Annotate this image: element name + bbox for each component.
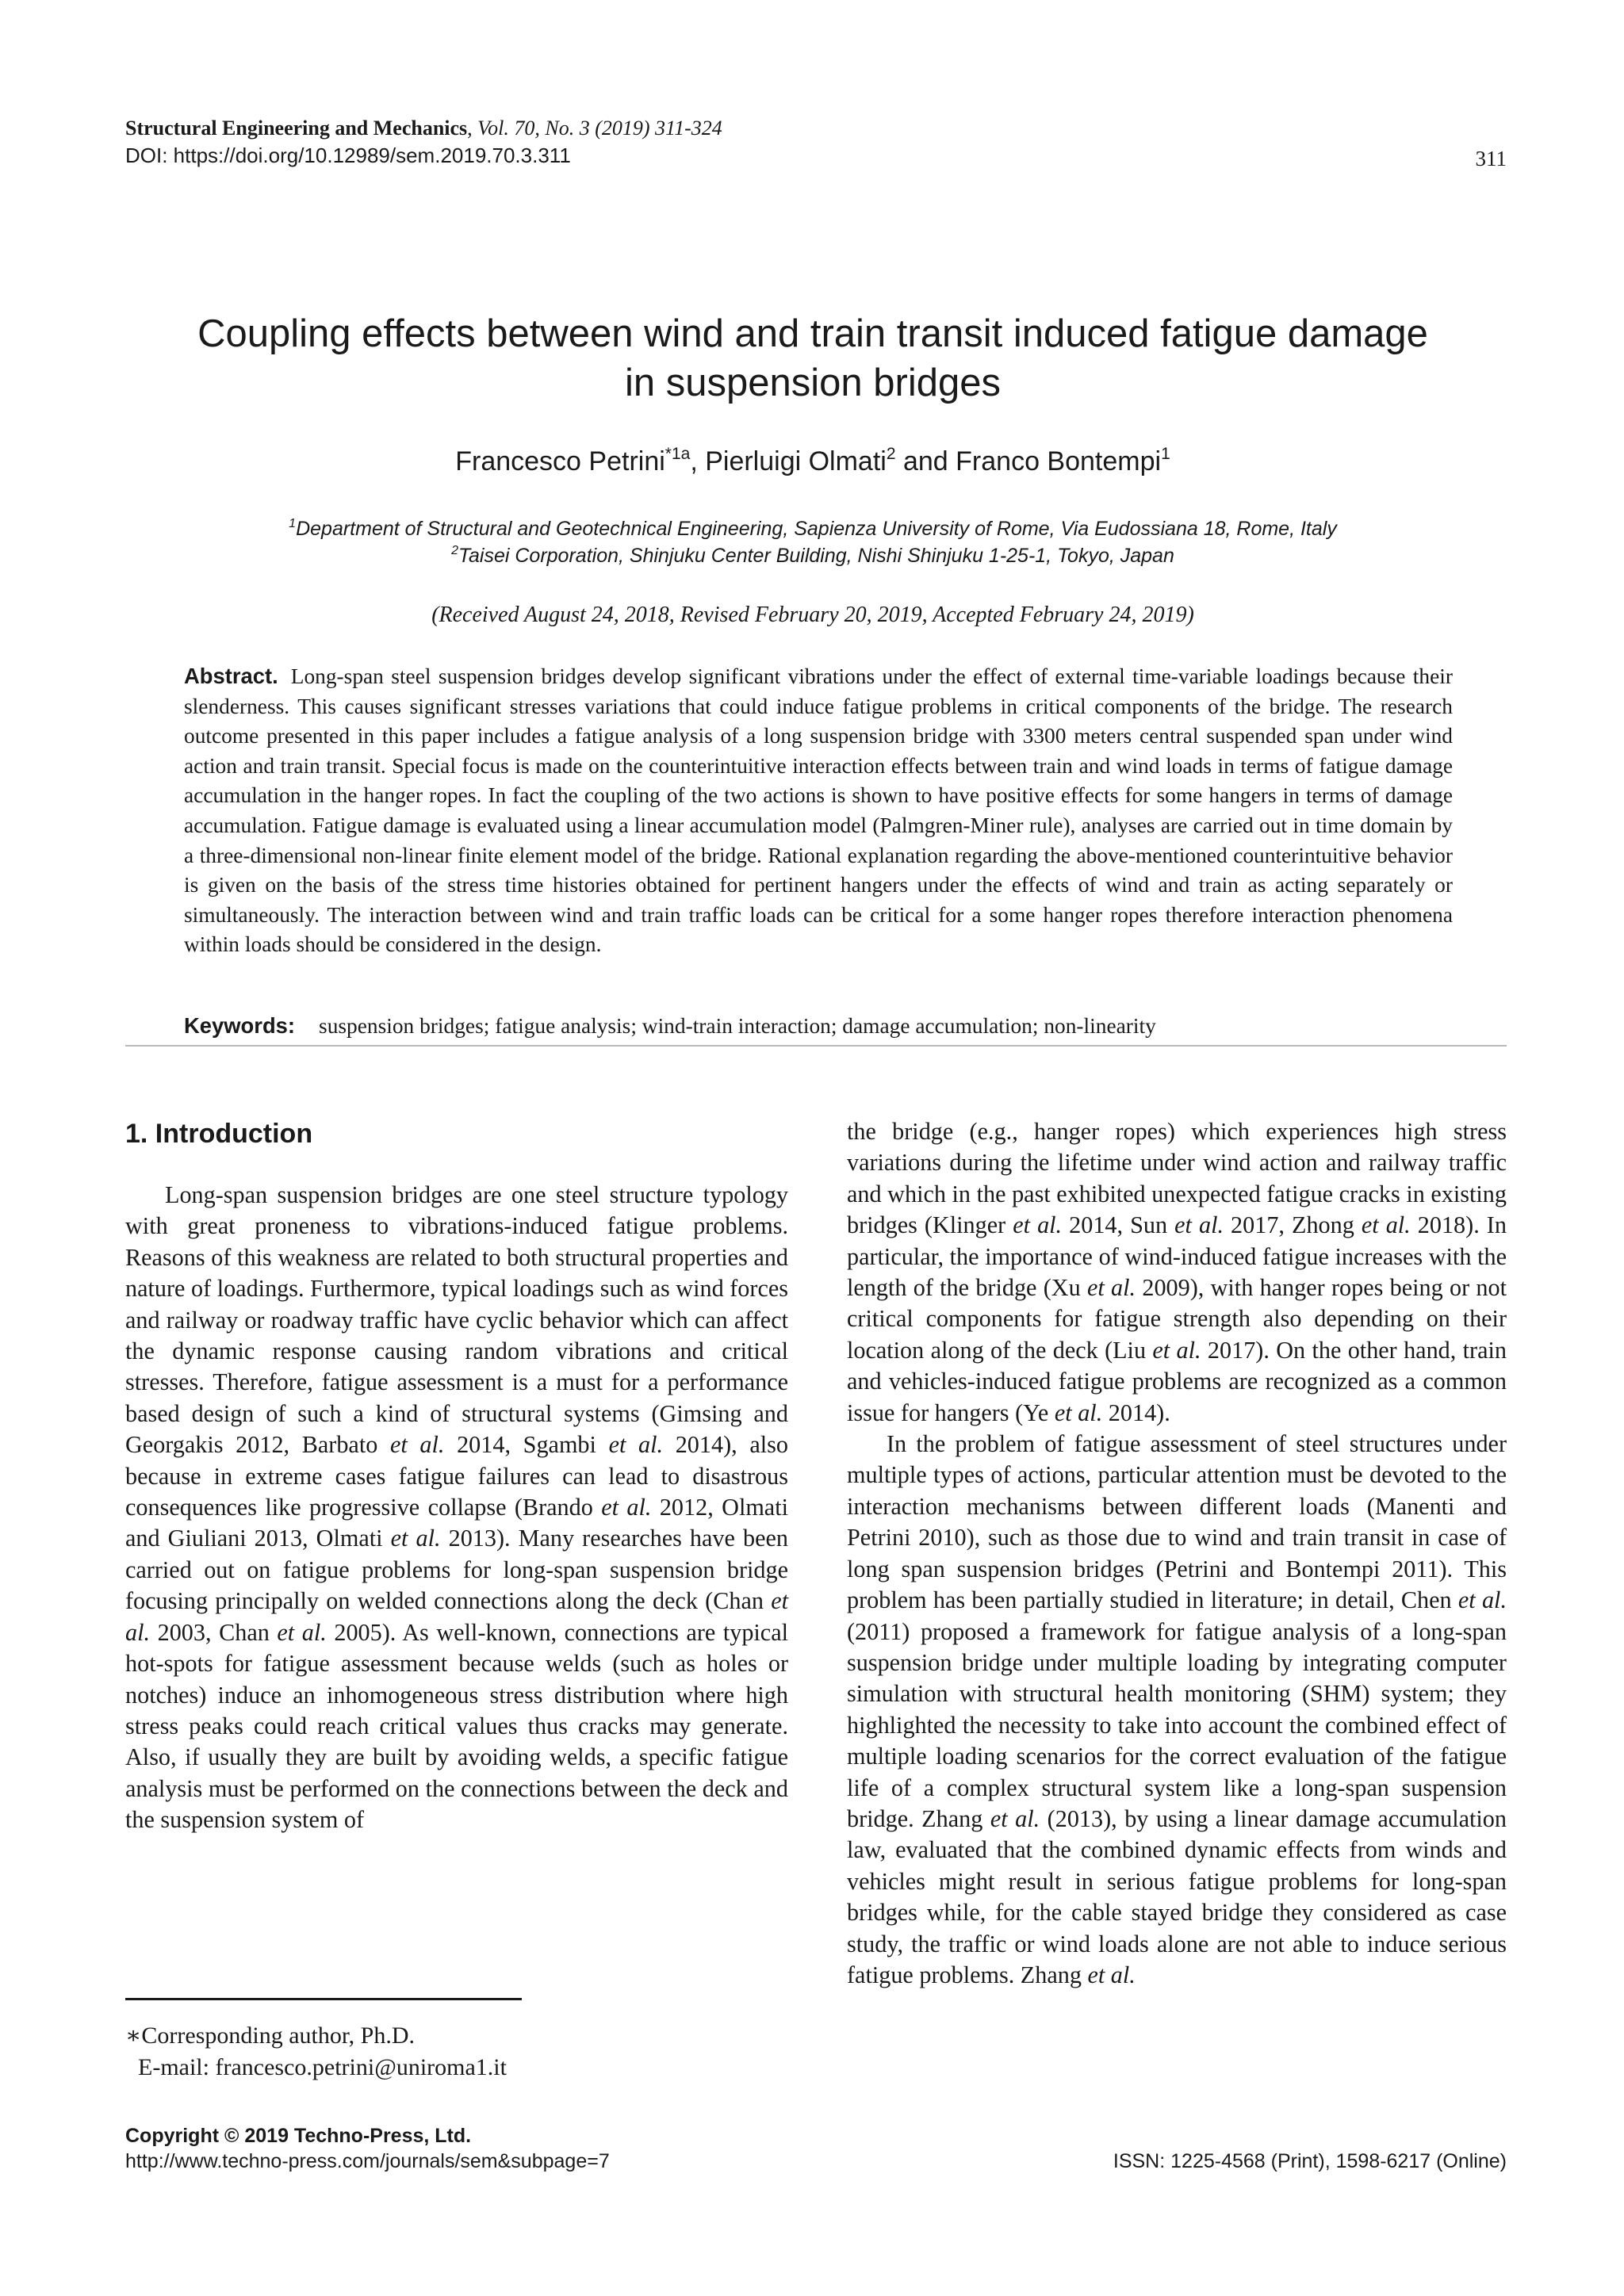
affiliation-2-text: Taisei Corporation, Shinjuku Center Building, Nishi Shinjuku 1-25-1, Tokyo, Japan [458,545,1174,567]
journal-name: Structural Engineering and Mechanics [125,117,468,140]
text-run: 2005). As well-known, connections are typical hot-spots for fatigue assessment because welds (such as holes or notches) induce an inhomogeneous stress distribution where high stress peaks could reach critical values thus cracks may generate. Also, if usually they are built by avoiding welds, a specific fatigue analysis must be performed on the connections between the deck and the suspension system of [125,1618,788,1834]
text-run: In the problem of fatigue assessment of steel structures under multiple types of actions, particular attention must be devoted to the interaction mechanisms between different loads (Manenti and Petrini 2010), such as those due to wind and train transit in case of long span suspension bridges (Petrini and Bontempi 2011). This problem has been partially studied in literature; in detail, Chen [847,1430,1507,1614]
text-run: the bridge (e.g., hanger ropes) which experiences high stress variations during the lifetime under wind action and railway traffic and which in the past exhibited unexpected fatigue cracks in existing bridges (Klinger [847,1118,1507,1239]
text-italic: et al. [1152,1336,1201,1364]
text-run: 2017). On the other hand, train and vehicles-induced fatigue problems are recognized as a common issue for hangers (Ye [847,1336,1507,1426]
journal-volume: Vol. 70, No. 3 (2019) 311-324 [477,117,722,140]
text-run: 2018). In particular, the importance of wind-induced fatigue increases with the length of the bridge (Xu [847,1211,1507,1302]
abstract [184,661,1453,960]
text-italic: et al. [390,1525,441,1552]
text-italic: et al. [1054,1399,1103,1426]
body-column-left [125,1180,788,1836]
abstract-text: Long-span steel suspension bridges develop significant vibrations under the effect of external time-variable loadings because their slenderness. This causes significant stresses variations that could induce fatigue problems in critical components of the bridge. The research outcome presented in this paper includes a fatigue analysis of a long suspension bridge with 3300 meters central suspended span under wind action and train transit. Special focus is made on the counterintuitive interaction effects between train and wind loads in terms of fatigue damage accumulation in the hanger ropes. In fact the coupling of the two actions is shown to have positive effects for some hangers in terms of damage accumulation. Fatigue damage is evaluated using a linear accumulation model (Palmgren-Miner rule), analyses are carried out in time domain by a three-dimensional non-linear finite element model of the bridge. Rational explanation regarding the above-mentioned counterintuitive behavior is given on the basis of the stress time histories obtained for pertinent hangers under the effects of wind and train as acting separately or simultaneously. The interaction between wind and train traffic loads can be critical for a some hanger ropes therefore interaction phenomena within loads should be considered in the design. [184,664,1453,957]
footnote [125,2020,507,2084]
copyright-notice: Copyright © 2019 Techno-Press, Ltd. [125,2125,472,2147]
paper-title-line-2: in suspension bridges [625,362,1001,404]
text-italic: et al. [1457,1586,1507,1614]
footnote-divider [125,1998,522,2000]
paper-title-line-1: Coupling effects between wind and train transit induced fatigue damage [197,312,1428,355]
text-italic: et al. [277,1618,327,1646]
text-run: 2014), also because in extreme cases fatigue failures can lead to disastrous consequences like progressive collapse (Brando [125,1431,788,1521]
author-list [125,444,1500,479]
affiliation-1-text: Department of Structural and Geotechnical Engineering, Sapienza University of Rome, Via Eudossiana 18, Rome, Italy [296,518,1337,540]
text-italic: et al. [601,1494,652,1521]
text-run: (2013), by using a linear damage accumulation law, evaluated that the combined dynamic effects from winds and vehicles might result in serious fatigue problems for long-span bridges while, for the cable stayed bridge they considered as case study, the traffic or wind loads alone are not able to induce serious fatigue problems. Zhang [847,1804,1507,1988]
affiliation-2-mark: 2 [451,544,459,557]
footnote-email[interactable]: E-mail: francesco.petrini@uniroma1.it [138,2054,507,2080]
intro-paragraph-1 [125,1180,788,1836]
text-run: 2013). Many researches have been carried out on fatigue problems for long-span suspension bridge focusing principally on welded connections along the deck (Chan [125,1525,788,1615]
journal-citation [125,116,722,141]
author-3: Franco Bontempi [956,446,1162,476]
journal-comma: , [467,117,478,140]
received-dates: (Received August 24, 2018, Revised February 20, 2019, Accepted February 24, 2019) [431,603,1194,627]
author-1-affiliation-mark: *1a [665,445,691,463]
text-italic: et al. [1174,1211,1224,1239]
text-run: 2012, Olmati and Giuliani 2013, Olmati [125,1494,788,1552]
author-separator-1: , [690,446,706,476]
text-run: (2011) proposed a framework for fatigue analysis of a long-span suspension bridge under multiple loading by integrating computer simulation with structural health monitoring (SHM) system; they highlighted the necessity to take into account the combined effect of multiple loading scenarios for the correct evaluation of the fatigue life of a complex structural system like a long-span suspension bridge. Zhang [847,1617,1507,1832]
section-heading-introduction: 1. Introduction [125,1119,313,1149]
text-run: 2003, Chan [150,1618,278,1646]
footnote-corresponding-author: ∗Corresponding author, Ph.D. [125,2022,415,2049]
text-run: 2014, Sgambi [444,1431,609,1459]
text-italic: et al. [608,1431,664,1459]
author-2: Pierluigi Olmati [705,446,887,476]
abstract-divider [125,1045,1507,1047]
text-italic: et al. [389,1431,445,1459]
abstract-label: Abstract. [184,664,278,688]
body-column-right [847,1116,1507,1991]
author-1: Francesco Petrini [455,446,665,476]
text-italic: et al. [1087,1961,1136,1988]
affiliation-1-mark: 1 [289,517,297,530]
page-number: 311 [1475,147,1507,170]
author-3-affiliation-mark: 1 [1161,445,1170,463]
text-italic: et al. [1013,1211,1063,1239]
affiliations [125,515,1500,569]
keywords-text: suspension bridges; fatigue analysis; wind-train interaction; damage accumulation; non-linearity [319,1014,1156,1038]
text-italic: et al. [990,1804,1040,1832]
intro-paragraph-1-continued [847,1116,1507,1429]
publisher-url[interactable]: http://www.techno-press.com/journals/sem&subpage=7 [125,2150,610,2172]
text-run: 2009), with hanger ropes being or not critical components for fatigue strength also depending on their location along of the deck (Liu [847,1274,1507,1364]
text-run: 2017, Zhong [1224,1211,1362,1239]
keywords [184,1012,1453,1040]
text-italic: et al. [1361,1211,1411,1239]
affiliation-1 [125,515,1500,542]
affiliation-2 [125,542,1500,569]
text-italic: et al. [125,1587,788,1646]
author-2-affiliation-mark: 2 [886,445,896,463]
text-run: Long-span suspension bridges are one steel structure typology with great proneness to vibrations-induced fatigue problems. Reasons of this weakness are related to both structural properties and nature of loadings. Furthermore, typical loadings such as wind forces and railway or roadway traffic have cyclic behavior which can affect the dynamic response causing random vibrations and critical stresses. Therefore, fatigue assessment is a must for a performance based design of such a kind of structural systems (Gimsing and Georgakis 2012, Barbato [125,1181,788,1459]
author-separator-2: and [895,446,956,476]
text-italic: et al. [1086,1274,1136,1302]
text-run: 2014, Sun [1062,1211,1175,1239]
paper-title [125,309,1500,408]
issn-line: ISSN: 1225-4568 (Print), 1598-6217 (Online) [1113,2150,1507,2172]
doi-line[interactable]: DOI: https://doi.org/10.12989/sem.2019.70.3.311 [125,144,571,167]
keywords-label: Keywords: [184,1013,296,1038]
text-run: 2014). [1102,1399,1170,1426]
intro-paragraph-2 [847,1429,1507,1991]
